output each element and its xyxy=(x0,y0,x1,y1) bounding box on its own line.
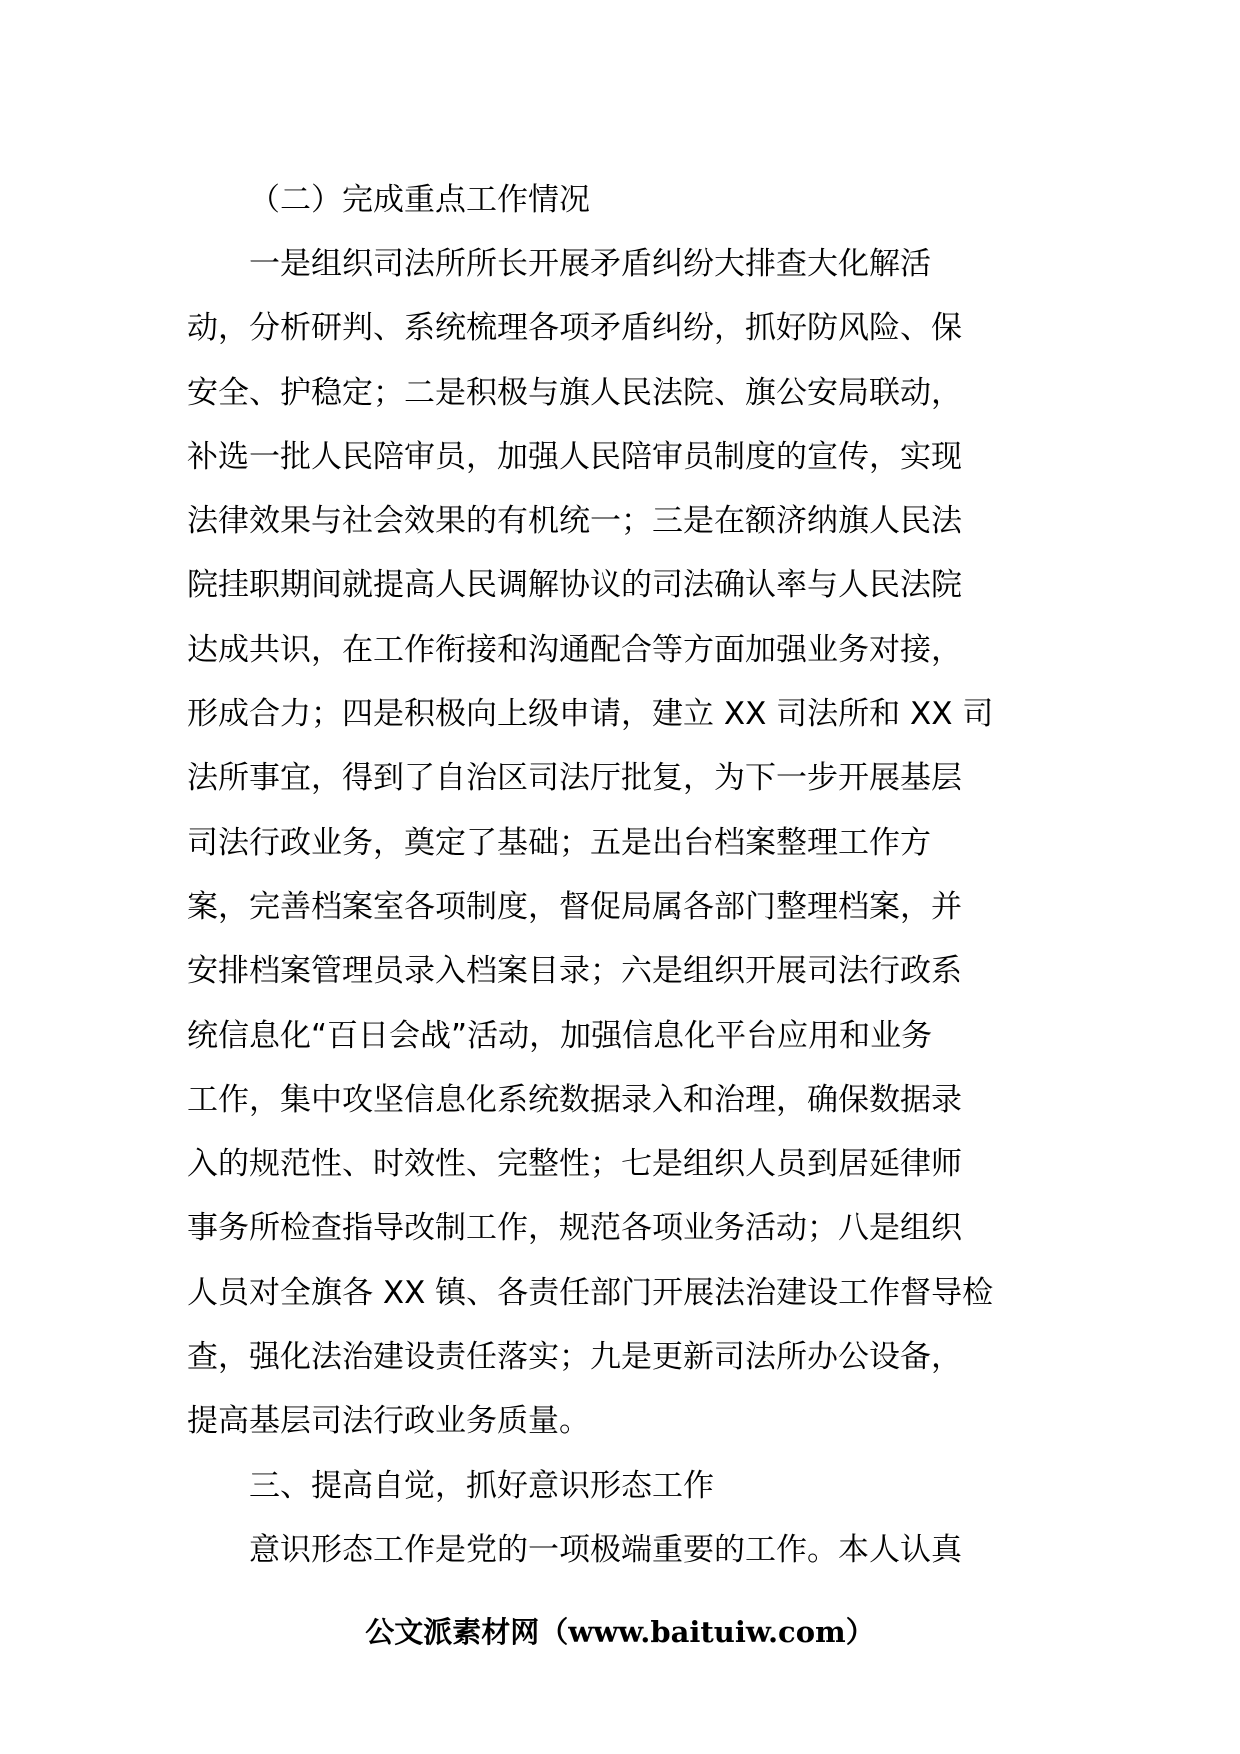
paragraph-line: 司法行政业务，奠定了基础；五是出台档案整理工作方 xyxy=(187,824,931,861)
paragraph-line: 形成合力；四是积极向上级申请，建立 XX 司法所和 XX 司 xyxy=(187,696,994,733)
paragraph-line: 事务所检查指导改制工作，规范各项业务活动；八是组织 xyxy=(187,1210,962,1247)
document-body xyxy=(187,168,1053,1582)
paragraph-line: 安全、护稳定；二是积极与旗人民法院、旗公安局联动， xyxy=(187,374,962,411)
paragraph-line: 院挂职期间就提高人民调解协议的司法确认率与人民法院 xyxy=(187,567,962,604)
paragraph-line: 人员对全旗各 XX 镇、各责任部门开展法治建设工作督导检 xyxy=(187,1274,994,1311)
paragraph-line: 入的规范性、时效性、完整性；七是组织人员到居延律师 xyxy=(187,1146,962,1183)
paragraph-line: 达成共识，在工作衔接和沟通配合等方面加强业务对接， xyxy=(187,631,962,668)
work-summary-paragraph xyxy=(187,232,1053,1454)
paragraph-line: 安排档案管理员录入档案目录；六是组织开展司法行政系 xyxy=(187,953,962,990)
part-heading: 三、提高自觉，抓好意识形态工作 xyxy=(249,1467,714,1504)
site-watermark-footer: 公文派素材网（www.baituiw.com） xyxy=(365,1615,875,1649)
paragraph-line: 法所事宜，得到了自治区司法厅批复，为下一步开展基层 xyxy=(187,760,962,797)
paragraph-line: 案，完善档案室各项制度，督促局属各部门整理档案，并 xyxy=(187,888,962,925)
paragraph-line: 补选一批人民陪审员，加强人民陪审员制度的宣传，实现 xyxy=(187,438,962,475)
paragraph-line: 法律效果与社会效果的有机统一；三是在额济纳旗人民法 xyxy=(187,503,962,540)
paragraph-line: 动，分析研判、系统梳理各项矛盾纠纷，抓好防风险、保 xyxy=(187,310,962,347)
section-heading: （二）完成重点工作情况 xyxy=(249,182,590,218)
paragraph-line: 一是组织司法所所长开展矛盾纠纷大排查大化解活 xyxy=(249,246,931,282)
paragraph-line: 查，强化法治建设责任落实；九是更新司法所办公设备， xyxy=(187,1339,962,1376)
ideology-paragraph-start: 意识形态工作是党的一项极端重要的工作。本人认真 xyxy=(249,1531,962,1568)
paragraph-line: 统信息化“百日会战”活动，加强信息化平台应用和业务 xyxy=(187,1017,933,1054)
paragraph-line: 提高基层司法行政业务质量。 xyxy=(187,1403,590,1440)
paragraph-line: 工作，集中攻坚信息化系统数据录入和治理，确保数据录 xyxy=(187,1081,962,1118)
